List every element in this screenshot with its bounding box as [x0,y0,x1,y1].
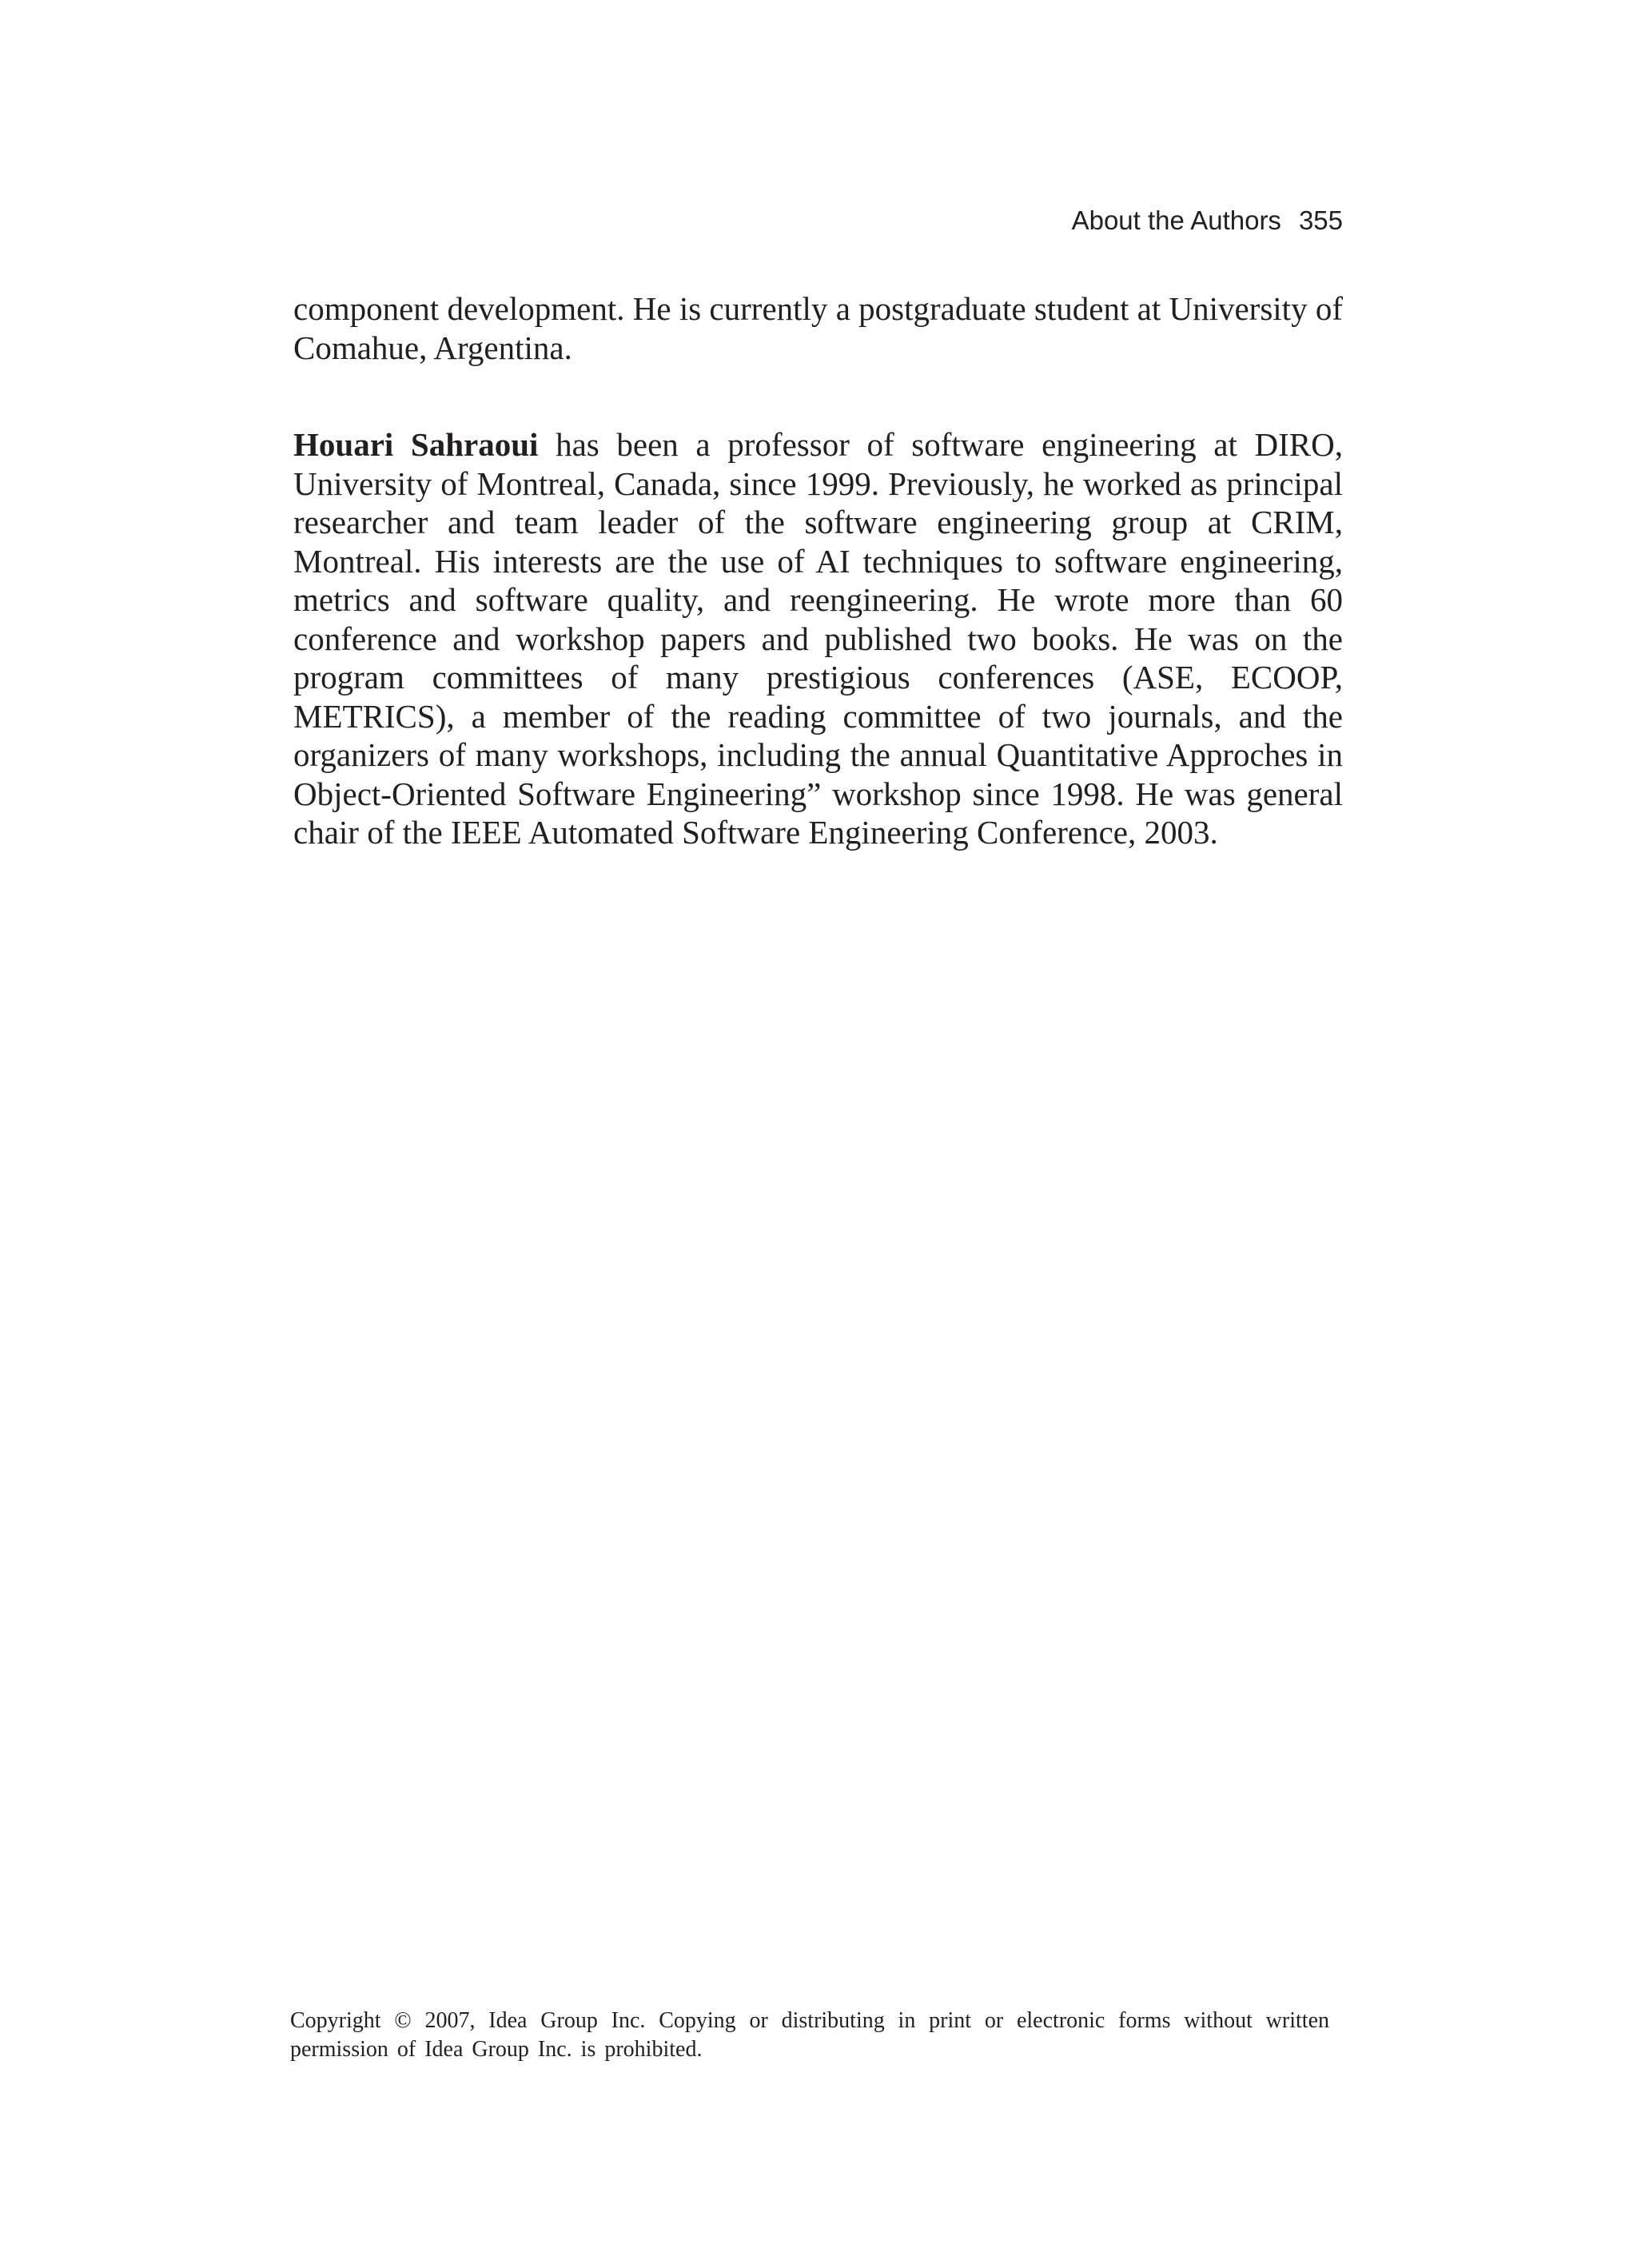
copyright-notice: Copyright © 2007, Idea Group Inc. Copying or distributing in print or electronic forms without written permission of Idea Group Inc. is prohibited. [290,2008,1329,2062]
author-bio-text: has been a professor of software engineering at DIRO, University of Montreal, Canada, since 1999. Previously, he worked as principal researcher and team leader of the software engineering group at CRIM, Montreal. His interests are the use of AI techniques to software engineering, metrics and software quality, and reengineering. He wrote more than 60 conference and workshop papers and published two books. He was on the program committees of many prestigious conferences (ASE, ECOOP, METRICS), a member of the reading committee of two journals, and the organizers of many workshops, including the annual Quantitative Approches in Object-Oriented Software Engineering” workshop since 1998. He was general chair of the IEEE Automated Software Engineering Conference, 2003. [293,426,1343,851]
running-head [1072,205,1343,237]
author-bio-paragraph [293,425,1343,852]
continued-paragraph: component development. He is currently a postgraduate student at University of Comahue, Argentina. [293,290,1343,366]
page-number: 355 [1298,205,1343,235]
section-title: About the Authors [1071,205,1281,235]
author-name: Houari Sahraoui [293,426,539,463]
